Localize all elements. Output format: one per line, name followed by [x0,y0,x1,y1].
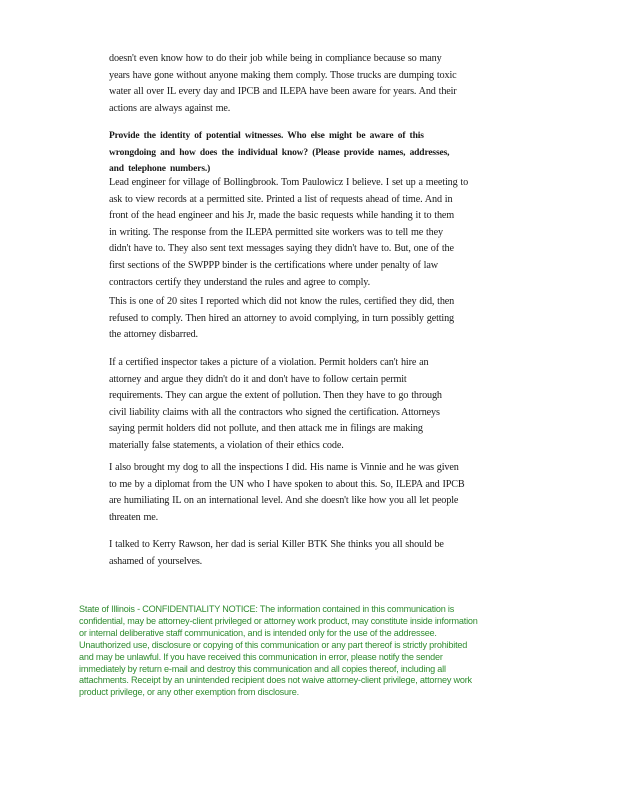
notice-line: State of Illinois - CONFIDENTIALITY NOTICE: The information contained in this communication is [79,604,455,614]
text-line: attorney and argue they didn't do it and don't have to follow certain permit [109,373,407,385]
text-line: civil liability claims with all the contractors who signed the certification. Attorneys [109,406,440,418]
witness-question [109,128,509,178]
text-line: requirements. They can argue the extent of pollution. Then they have to go through [109,390,442,402]
notice-line: and may be unlawful. If you have received this communication in error, please notify the sender [79,651,443,662]
text-line: doesn't even know how to do their job while being in compliance because so many [109,53,442,64]
text-line: the attorney disbarred. [109,329,198,341]
text-line: materially false statements, a violation of their ethics code. [109,439,344,451]
notice-line: confidential, may be attorney-client privileged or attorney work product, may constitute inside information [79,615,478,626]
notice-line: immediately by return e-mail and destroy this communication and all copies thereof, including all [79,663,446,674]
text-line: refused to comply. Then hired an attorney to avoid complying, in turn possibly getting [109,312,455,324]
paragraph-4 [109,355,509,455]
confidentiality-notice [79,604,539,699]
text-line: contractors certify they understand the rules and agree to comply. [109,276,370,288]
text-line: in writing. The response from the ILEPA permitted site workers was to tell me they [109,226,443,238]
text-line: first sections of the SWPPP binder is the certifications where under penalty of law [109,259,438,271]
text-line: If a certified inspector takes a picture of a violation. Permit holders can't hire an [109,357,429,368]
paragraph-5 [109,460,509,526]
text-line: didn't have to. They also sent text messages saying they didn't have to. But, one of the [109,243,454,255]
paragraph-2 [109,175,509,291]
text-line: threaten me. [109,511,159,523]
text-line: I also brought my dog to all the inspections I did. His name is Vinnie and he was given [109,462,459,473]
paragraph-3 [109,294,509,344]
text-line: ashamed of yourselves. [109,555,203,567]
question-line: wrongdoing and how does the individual know? (Please provide names, addresses, [109,147,450,158]
question-line: and telephone numbers.) [109,164,211,175]
text-line: I talked to Kerry Rawson, her dad is serial Killer BTK She thinks you all should be [109,539,444,550]
text-line: ask to view records at a permitted site. Printed a list of requests ahead of time. And in [109,193,453,205]
text-line: Lead engineer for village of Bollingbrook. Tom Paulowicz I believe. I set up a meeting to [109,177,469,188]
text-line: years have gone without anyone making them comply. Those trucks are dumping toxic [109,69,457,81]
text-line: actions are always against me. [109,102,231,114]
text-line: water all over IL every day and IPCB and ILEPA have been aware for years. And their [109,86,457,98]
notice-line: product privilege, or any other exemption from disclosure. [79,687,299,698]
paragraph-1 [109,51,509,117]
question-line: Provide the identity of potential witnesses. Who else might be aware of this [109,131,424,141]
text-line: to me by a diplomat from the UN who I have spoken to about this. So, ILEPA and IPCB [109,478,465,490]
notice-line: Unauthorized use, disclosure or copying of this communication or any part thereof is strictly prohibited [79,639,468,650]
paragraph-6 [109,537,509,570]
notice-line: or internal deliberative staff communication, and is intended only for the use of the addressee. [79,627,437,638]
text-line: This is one of 20 sites I reported which did not know the rules, certified they did, then [109,296,455,307]
text-line: are humiliating IL on an international level. And she doesn't like how you all let people [109,495,459,507]
text-line: saying permit holders did not pollute, and then attack me in filings are making [109,423,423,435]
text-line: front of the head engineer and his Jr, made the basic requests while handing it to them [109,210,455,222]
notice-line: attachments. Receipt by an unintended recipient does not waive attorney-client privilege, attorney work [79,675,472,686]
